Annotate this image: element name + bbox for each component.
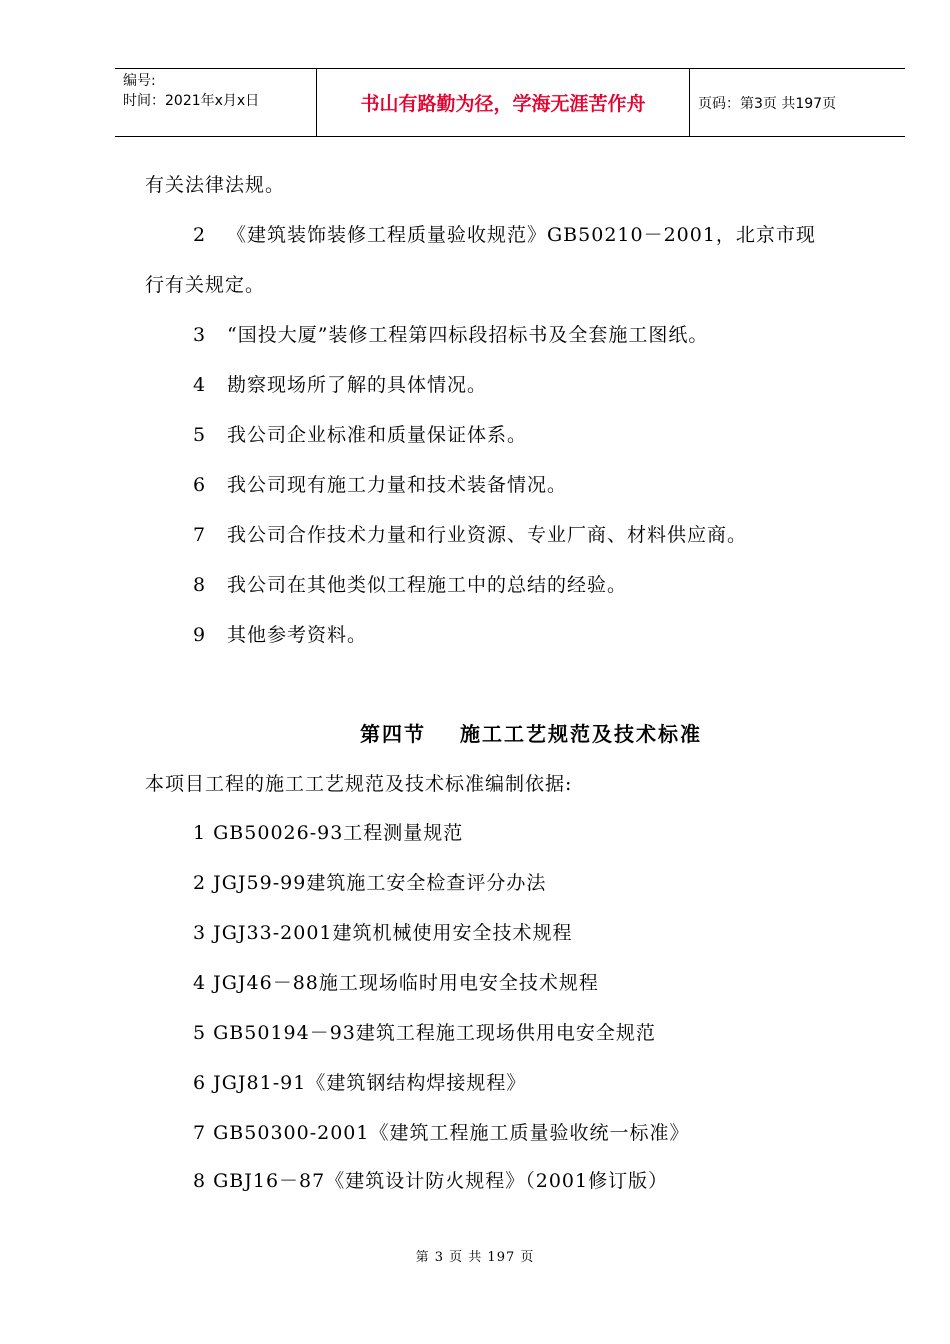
list-item xyxy=(193,322,708,348)
list-item-number: 2 xyxy=(193,224,207,246)
list-item xyxy=(193,572,627,598)
time-label: 时间：2021年x月x日 xyxy=(123,93,260,109)
list-item-continuation: 行有关规定。 xyxy=(145,274,266,296)
list-item-text: 我公司在其他类似工程施工中的总结的经验。 xyxy=(227,574,628,596)
standard-item: 8 GBJ16－87《建筑设计防火规程》（2001修订版） xyxy=(193,1170,669,1192)
list-item xyxy=(193,522,747,548)
standard-item: 4 JGJ46－88施工现场临时用电安全技术规程 xyxy=(193,972,599,994)
header-meta xyxy=(123,71,313,111)
section-heading xyxy=(360,718,702,747)
list-item-text: “国投大厦”装修工程第四标段招标书及全套施工图纸。 xyxy=(227,324,709,346)
standard-item: 7 GB50300-2001《建筑工程施工质量验收统一标准》 xyxy=(193,1122,690,1144)
list-item-number: 8 xyxy=(193,574,207,596)
section-number: 第四节 xyxy=(360,722,426,746)
list-item-text: 其他参考资料。 xyxy=(227,624,368,646)
list-item xyxy=(193,472,567,498)
list-item xyxy=(193,622,367,648)
list-item-text: 我公司企业标准和质量保证体系。 xyxy=(227,424,528,446)
list-item xyxy=(193,372,487,398)
list-item xyxy=(193,222,816,248)
list-item-text: 《建筑装饰装修工程质量验收规范》GB50210－2001，北京市现 xyxy=(227,224,816,246)
list-item-number: 7 xyxy=(193,524,207,546)
list-item-number: 5 xyxy=(193,424,207,446)
section-title: 施工工艺规范及技术标准 xyxy=(460,722,702,746)
serial-label: 编号: xyxy=(123,73,156,89)
list-item-number: 9 xyxy=(193,624,207,646)
list-item-number: 6 xyxy=(193,474,207,496)
standard-item: 6 JGJ81-91《建筑钢结构焊接规程》 xyxy=(193,1072,527,1094)
list-item-number: 3 xyxy=(193,324,207,346)
list-item-text: 勘察现场所了解的具体情况。 xyxy=(227,374,488,396)
header-page-label: 页码：第3页 共197页 xyxy=(698,95,837,112)
page-footer: 第 3 页 共 197 页 xyxy=(415,1250,535,1265)
paragraph-continuation: 有关法律法规。 xyxy=(145,174,286,196)
list-item xyxy=(193,422,527,448)
header-divider xyxy=(689,69,690,136)
standard-item: 3 JGJ33-2001建筑机械使用安全技术规程 xyxy=(193,922,573,944)
page-header xyxy=(115,68,905,137)
list-item-text: 我公司合作技术力量和行业资源、专业厂商、材料供应商。 xyxy=(227,524,748,546)
header-motto: 书山有路勤为径，学海无涯苦作舟 xyxy=(360,93,646,115)
standard-item: 5 GB50194－93建筑工程施工现场供用电安全规范 xyxy=(193,1022,656,1044)
standard-item: 2 JGJ59-99建筑施工安全检查评分办法 xyxy=(193,872,547,894)
standard-item: 1 GB50026-93工程测量规范 xyxy=(193,822,464,844)
list-item-text: 我公司现有施工力量和技术装备情况。 xyxy=(227,474,568,496)
list-item-number: 4 xyxy=(193,374,207,396)
section-intro: 本项目工程的施工工艺规范及技术标准编制依据: xyxy=(145,773,573,795)
